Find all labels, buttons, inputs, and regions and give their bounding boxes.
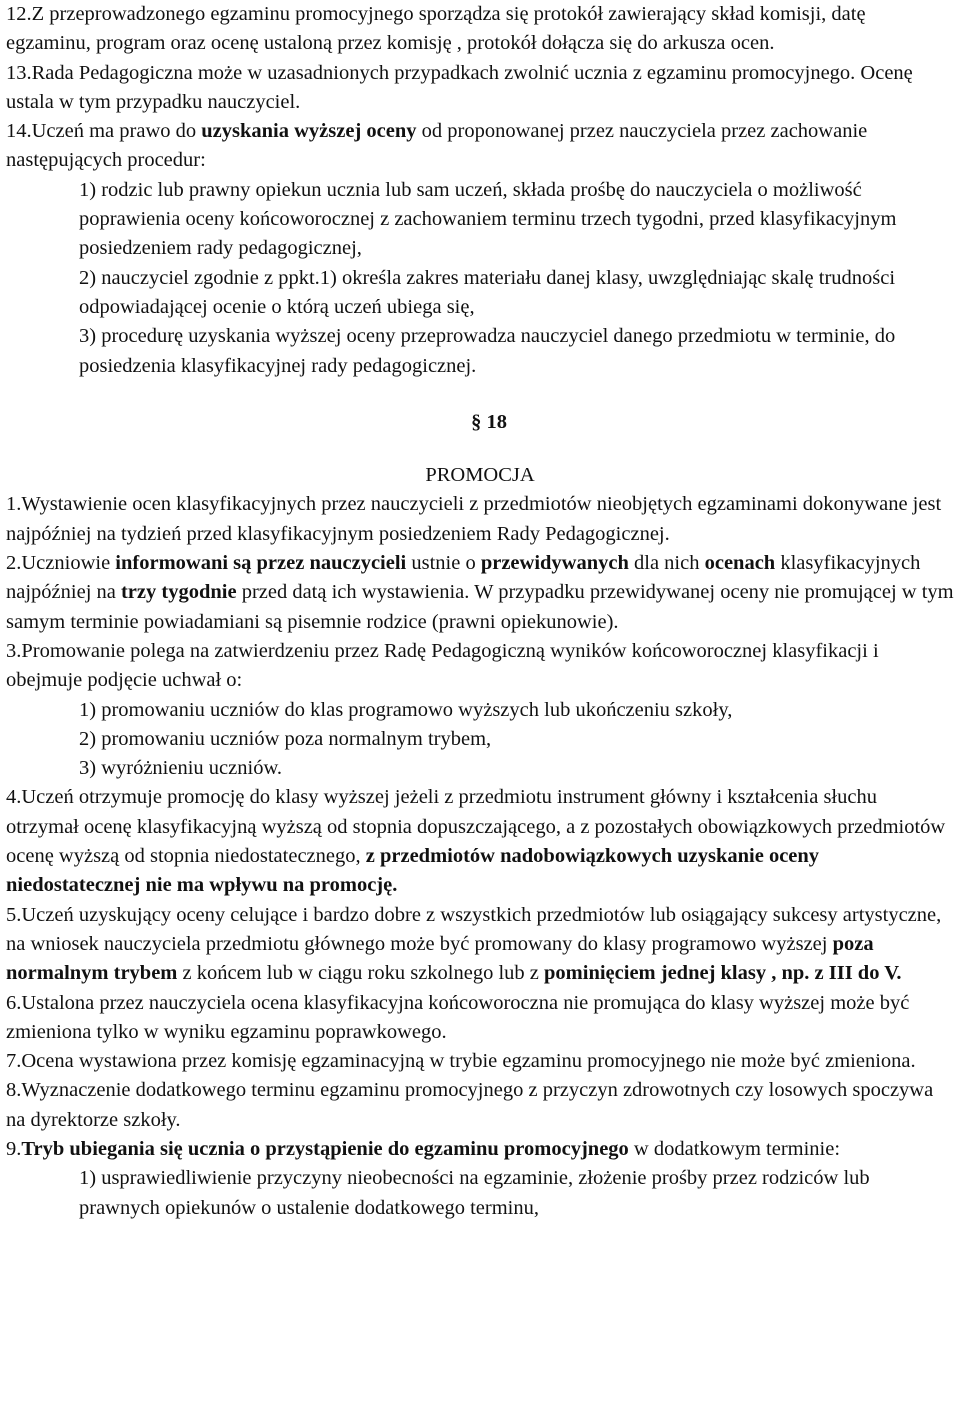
paragraph-2-text: klasyfikacyjnych najpóźniej na	[6, 552, 921, 604]
paragraph-9-text: w dodatkowym terminie:	[628, 1137, 841, 1160]
paragraph-2-text: ustnie o	[406, 552, 481, 575]
list-item: 1) promowaniu uczniów do klas programowo wyższych lub ukończeniu szkoły,	[79, 698, 733, 721]
list-item: 1) rodzic lub prawny opiekun ucznia lub sam uczeń, składa prośbę do nauczyciela o możliwość poprawienia oceny końcoworocznej z zachowaniem terminu trzech tygodni, przed klasyfikacyjnym posiedzeniem rady pedagogicznej,	[79, 178, 897, 260]
paragraph-5-emphasis: poza normalnym trybem	[6, 932, 874, 985]
paragraph-2-text: 2.Uczniowie	[6, 552, 116, 575]
paragraph-2-emphasis: informowani są przez nauczycieli	[115, 552, 407, 575]
paragraph-14	[6, 117, 954, 176]
paragraph-2-text: przed datą ich wystawienia. W przypadku przewidywanej oceny nie promującej w tym samym terminie powiadamiani są pisemnie rodzice (prawni opiekunowie).	[6, 581, 954, 633]
paragraph-6: 6.Ustalona przez nauczyciela ocena klasyfikacyjna końcoworoczna nie promująca do klasy wyższej może być zmieniona tylko w wyniku egzaminu poprawkowego.	[6, 991, 910, 1043]
paragraph-8: 8.Wyznaczenie dodatkowego terminu egzaminu promocyjnego z przyczyn zdrowotnych czy losowych spoczywa na dyrektorze szkoły.	[6, 1079, 934, 1131]
paragraph-9-text: 9.	[6, 1137, 22, 1160]
paragraph-1: 1.Wystawienie ocen klasyfikacyjnych przez nauczycieli z przedmiotów nieobjętych egzaminami dokonywane jest najpóźniej na tydzień przed klasyfikacyjnym posiedzeniem Rady Pedagogicznej.	[6, 493, 942, 545]
paragraph-4-emphasis: z przedmiotów nadobowiązkowych uzyskanie oceny niedostatecznej nie ma wpływu na promocję.	[6, 845, 820, 897]
section-number: § 18	[471, 410, 507, 433]
list-item: 2) nauczyciel zgodnie z ppkt.1) określa zakres materiału danej klasy, uwzględniając skalę trudności odpowiadającej ocenie o którą uczeń ubiega się,	[79, 266, 896, 318]
paragraph-5-emphasis: pominięciem jednej klasy , np. z III do V.	[544, 962, 902, 985]
paragraph-5-text: z końcem lub w ciągu roku szkolnego lub z	[177, 962, 545, 985]
paragraph-2-text: dla nich	[628, 552, 705, 575]
paragraph-4-text: 4.Uczeń otrzymuje promocję do klasy wyższej jeżeli z przedmiotu instrument główny i kształcenia słuchu otrzymał ocenę klasyfikacyjną wyższą od stopnia dopuszczającego, a z pozostałych obowiązkowych przedmiotów ocenę wyższą od stopnia niedostatecznego,	[6, 786, 946, 868]
paragraph-4	[6, 783, 954, 900]
paragraph-5-text: 5.Uczeń uzyskujący oceny celujące i bardzo dobre z wszystkich przedmiotów lub osiągający sukcesy artystyczne, na wniosek nauczyciela przedmiotu głównego może być promowany do klasy programowo wyższej	[6, 903, 942, 955]
paragraph-13: 13.Rada Pedagogiczna może w uzasadnionych przypadkach zwolnić ucznia z egzaminu promocyjnego. Ocenę ustala w tym przypadku nauczyciel.	[6, 61, 913, 113]
list-item: 1) usprawiedliwienie przyczyny nieobecności na egzaminie, złożenie prośby przez rodziców lub prawnych opiekunów o ustalenie dodatkowego terminu,	[79, 1167, 870, 1219]
paragraph-14-emphasis: uzyskania wyższej oceny	[201, 120, 417, 143]
paragraph-12: 12.Z przeprowadzonego egzaminu promocyjnego sporządza się protokół zawierający skład komisji, datę egzaminu, program oraz ocenę ustaloną przez komisję , protokół dołącza się do arkusza ocen.	[6, 3, 866, 55]
paragraph-7: 7.Ocena wystawiona przez komisję egzaminacyjną w trybie egzaminu promocyjnego nie może być zmieniona.	[6, 1050, 916, 1073]
paragraph-2-emphasis: ocenach	[704, 552, 776, 575]
paragraph-14-text: od proponowanej przez nauczyciela przez zachowanie następujących procedur:	[6, 120, 868, 172]
paragraph-9	[6, 1135, 954, 1164]
paragraph-3: 3.Promowanie polega na zatwierdzeniu przez Radę Pedagogiczną wyników końcoworocznej klasyfikacji i obejmuje podjęcie uchwał o:	[6, 639, 879, 692]
list-item: 2) promowaniu uczniów poza normalnym trybem,	[79, 727, 492, 750]
paragraph-5	[6, 901, 954, 989]
paragraph-2-emphasis: przewidywanych	[480, 552, 629, 575]
paragraph-2	[6, 549, 954, 637]
paragraph-9-emphasis: Tryb ubiegania się ucznia o przystąpienie do egzaminu promocyjnego	[21, 1137, 629, 1160]
paragraph-14-text: 14.Uczeń ma prawo do	[6, 120, 202, 143]
section-title: PROMOCJA	[425, 464, 535, 487]
list-item: 3) wyróżnieniu uczniów.	[79, 757, 283, 780]
list-item: 3) procedurę uzyskania wyższej oceny przeprowadza nauczyciel danego przedmiotu w terminie, do posiedzenia klasyfikacyjnej rady pedagogicznej.	[79, 325, 896, 377]
paragraph-2-emphasis: trzy tygodnie	[120, 581, 237, 604]
